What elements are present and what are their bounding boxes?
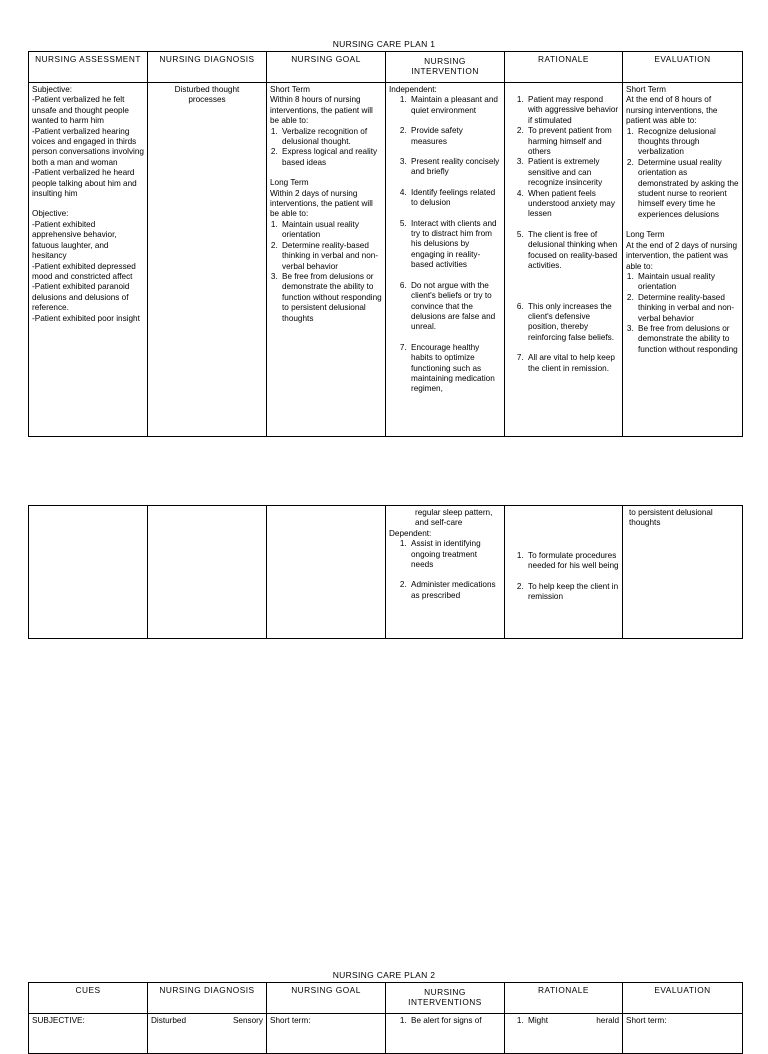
rationale-item: 4. When patient feels understood anxiety may lessen xyxy=(526,189,619,220)
rationale-item: 7. All are vital to help keep the client in remission. xyxy=(526,353,619,374)
rationale-line xyxy=(528,1016,619,1026)
rationale-list xyxy=(508,95,619,272)
cont-intervention-cell xyxy=(386,506,505,639)
header-diagnosis: NURSING DIAGNOSIS xyxy=(148,983,267,1014)
intervention-cell xyxy=(386,1014,505,1054)
plan2-title: NURSING CARE PLAN 2 xyxy=(332,970,436,980)
eval-short-item: 2. Determine usual reality orientation as demonstrated by asking the student nurse to reorient himself every time he experiences delusions xyxy=(636,158,739,220)
objective-cue: -Patient exhibited apprehensive behavior, fatuous laughter, and hesitancy xyxy=(32,219,117,261)
goal-short-list xyxy=(270,127,382,169)
eval-short-label: Short term: xyxy=(626,1016,667,1025)
diagnosis-cell xyxy=(148,83,267,437)
goal-short-label: Short Term xyxy=(270,85,310,94)
header-assessment: NURSING ASSESSMENT xyxy=(29,52,148,83)
rationale-item: 2. To prevent patient from harming himself and others xyxy=(526,126,619,157)
rationale-word: herald xyxy=(596,1016,619,1025)
diagnosis-word: Disturbed xyxy=(151,1016,187,1025)
header-intervention: NURSING INTERVENTION xyxy=(386,52,505,83)
header-evaluation: EVALUATION xyxy=(623,52,743,83)
cont-goal-cell xyxy=(267,506,386,639)
header-interventions: NURSING INTERVENTIONS xyxy=(386,983,505,1014)
care-plan-2-table xyxy=(28,982,743,1054)
assessment-cell xyxy=(29,83,148,437)
goal-short-item: 2. Express logical and reality based ideas xyxy=(280,147,382,168)
goal-short-item: 1. Verbalize recognition of delusional thought. xyxy=(280,127,382,148)
goal-long-item: 3. Be free from delusions or demonstrate the ability to function without responding to persistent delusional thoughts xyxy=(280,272,382,324)
goal-short-intro: Within 8 hours of nursing interventions, the patient will be able to: xyxy=(270,95,373,126)
subjective-cue: -Patient verbalized hearing voices and engaged in thirds person conversations involving both a man and woman xyxy=(32,126,144,167)
subjective-cue: -Patient verbalized he heard people talking about him and insulting him xyxy=(32,168,137,199)
objective-cue: -Patient exhibited depressed mood and constricted affect xyxy=(32,261,136,281)
header-evaluation: EVALUATION xyxy=(623,983,743,1014)
evaluation-cell xyxy=(623,83,743,437)
care-plan-1-continuation-table xyxy=(28,505,743,639)
eval-long-item: 2. Determine reality-based thinking in verbal and non-verbal behavior xyxy=(636,293,739,324)
subjective-label: Subjective: xyxy=(32,85,73,94)
rationale-item: 1. To formulate procedures needed for his well being xyxy=(526,551,619,572)
diagnosis-line xyxy=(151,1016,263,1026)
intervention-item: 1. Maintain a pleasant and quiet environment xyxy=(409,95,501,116)
intervention-item: 5. Interact with clients and try to distract him from his delusions by engaging in reality-based activities xyxy=(409,219,501,271)
goal-short-label: Short term: xyxy=(270,1016,311,1025)
cont-evaluation-cell xyxy=(623,506,743,639)
cont-assessment-cell xyxy=(29,506,148,639)
eval-long-item: 1. Maintain usual reality orientation xyxy=(636,272,739,293)
rationale-item xyxy=(526,1016,619,1026)
intervention-list xyxy=(389,1016,501,1026)
eval-long-item: 3. Be free from delusions or demonstrate the ability to function without responding xyxy=(636,324,739,355)
cues-subjective-label: SUBJECTIVE: xyxy=(32,1016,85,1025)
cues-cell xyxy=(29,1014,148,1054)
eval-short-label: Short Term xyxy=(626,85,666,94)
intervention-item: 6. Do not argue with the client's beliefs or try to convince that the delusions are false and unreal. xyxy=(409,281,501,333)
goal-long-label: Long Term xyxy=(270,178,309,188)
eval-short-intro: At the end of 8 hours of nursing interventions, the patient was able to: xyxy=(626,95,718,126)
objective-cue: -Patient exhibited paranoid delusions and delusions of reference. xyxy=(32,282,130,313)
header-diagnosis: NURSING DIAGNOSIS xyxy=(148,52,267,83)
header-cues: CUES xyxy=(29,983,148,1014)
goal-long-list xyxy=(270,220,382,324)
cont-rationale-list xyxy=(508,551,619,603)
dependent-item: 2. Administer medications as prescribed xyxy=(409,580,501,601)
intervention-list xyxy=(389,95,501,394)
header-rationale: RATIONALE xyxy=(505,52,623,83)
rationale-item: 3. Patient is extremely sensitive and can recognize insincerity xyxy=(526,157,619,188)
rationale-word: 1. Might xyxy=(528,1016,549,1025)
rationale-list-b xyxy=(508,302,619,374)
eval-long-label: Long Term xyxy=(626,230,665,240)
goal-long-intro: Within 2 days of nursing interventions, the patient will be able to: xyxy=(270,188,373,219)
diagnosis-word: Sensory xyxy=(232,1016,263,1025)
eval-long-intro: At the end of 2 days of nursing intervention, the patient was able to: xyxy=(626,240,738,271)
rationale-item: 1. Patient may respond with aggressive behavior if stimulated xyxy=(526,95,619,126)
intervention-cell xyxy=(386,83,505,437)
dependent-list xyxy=(389,539,501,601)
intervention-continuation: regular sleep pattern, and self-care xyxy=(415,508,493,528)
goal-cell xyxy=(267,1014,386,1054)
evaluation-continuation: to persistent delusional thoughts xyxy=(629,508,713,528)
goal-cell xyxy=(267,83,386,437)
diagnosis-text: Disturbed thought processes xyxy=(174,85,240,105)
rationale-list xyxy=(508,1016,619,1026)
header-goal: NURSING GOAL xyxy=(267,983,386,1014)
diagnosis-cell xyxy=(148,1014,267,1054)
intervention-item: 2. Provide safety measures xyxy=(409,126,501,147)
intervention-item: 1. Be alert for signs of xyxy=(409,1016,501,1026)
eval-short-item: 1. Recognize delusional thoughts through verbalization xyxy=(636,127,739,158)
goal-long-item: 2. Determine reality-based thinking in verbal and non-verbal behavior xyxy=(280,241,382,272)
independent-label: Independent: xyxy=(389,85,437,94)
dependent-label: Dependent: xyxy=(389,528,432,538)
intervention-item: 3. Present reality concisely and briefly xyxy=(409,157,501,178)
intervention-item: 4. Identify feelings related to delusion xyxy=(409,188,501,209)
rationale-cell xyxy=(505,83,623,437)
objective-label: Objective: xyxy=(32,209,69,219)
intervention-item: 7. Encourage healthy habits to optimize functioning such as maintaining medication regimen, xyxy=(409,343,501,395)
plan1-title: NURSING CARE PLAN 1 xyxy=(332,39,436,49)
cont-diagnosis-cell xyxy=(148,506,267,639)
eval-long-list xyxy=(626,272,739,355)
objective-cue: -Patient exhibited poor insight xyxy=(32,313,140,323)
header-rationale: RATIONALE xyxy=(505,983,623,1014)
header-goal: NURSING GOAL xyxy=(267,52,386,83)
rationale-cell xyxy=(505,1014,623,1054)
cont-rationale-cell xyxy=(505,506,623,639)
rationale-item: 2. To help keep the client in remission xyxy=(526,582,619,603)
goal-long-item: 1. Maintain usual reality orientation xyxy=(280,220,382,241)
rationale-item: 6. This only increases the client's defensive position, thereby reinforcing false beliefs. xyxy=(526,302,619,344)
evaluation-cell xyxy=(623,1014,743,1054)
eval-short-list xyxy=(626,127,739,221)
care-plan-1-table xyxy=(28,51,743,437)
subjective-cue: -Patient verbalized he felt unsafe and thought people wanted to harm him xyxy=(32,95,129,126)
dependent-item: 1. Assist in identifying ongoing treatment needs xyxy=(409,539,501,570)
rationale-item: 5. The client is free of delusional thinking when focused on reality-based activities. xyxy=(526,230,619,272)
